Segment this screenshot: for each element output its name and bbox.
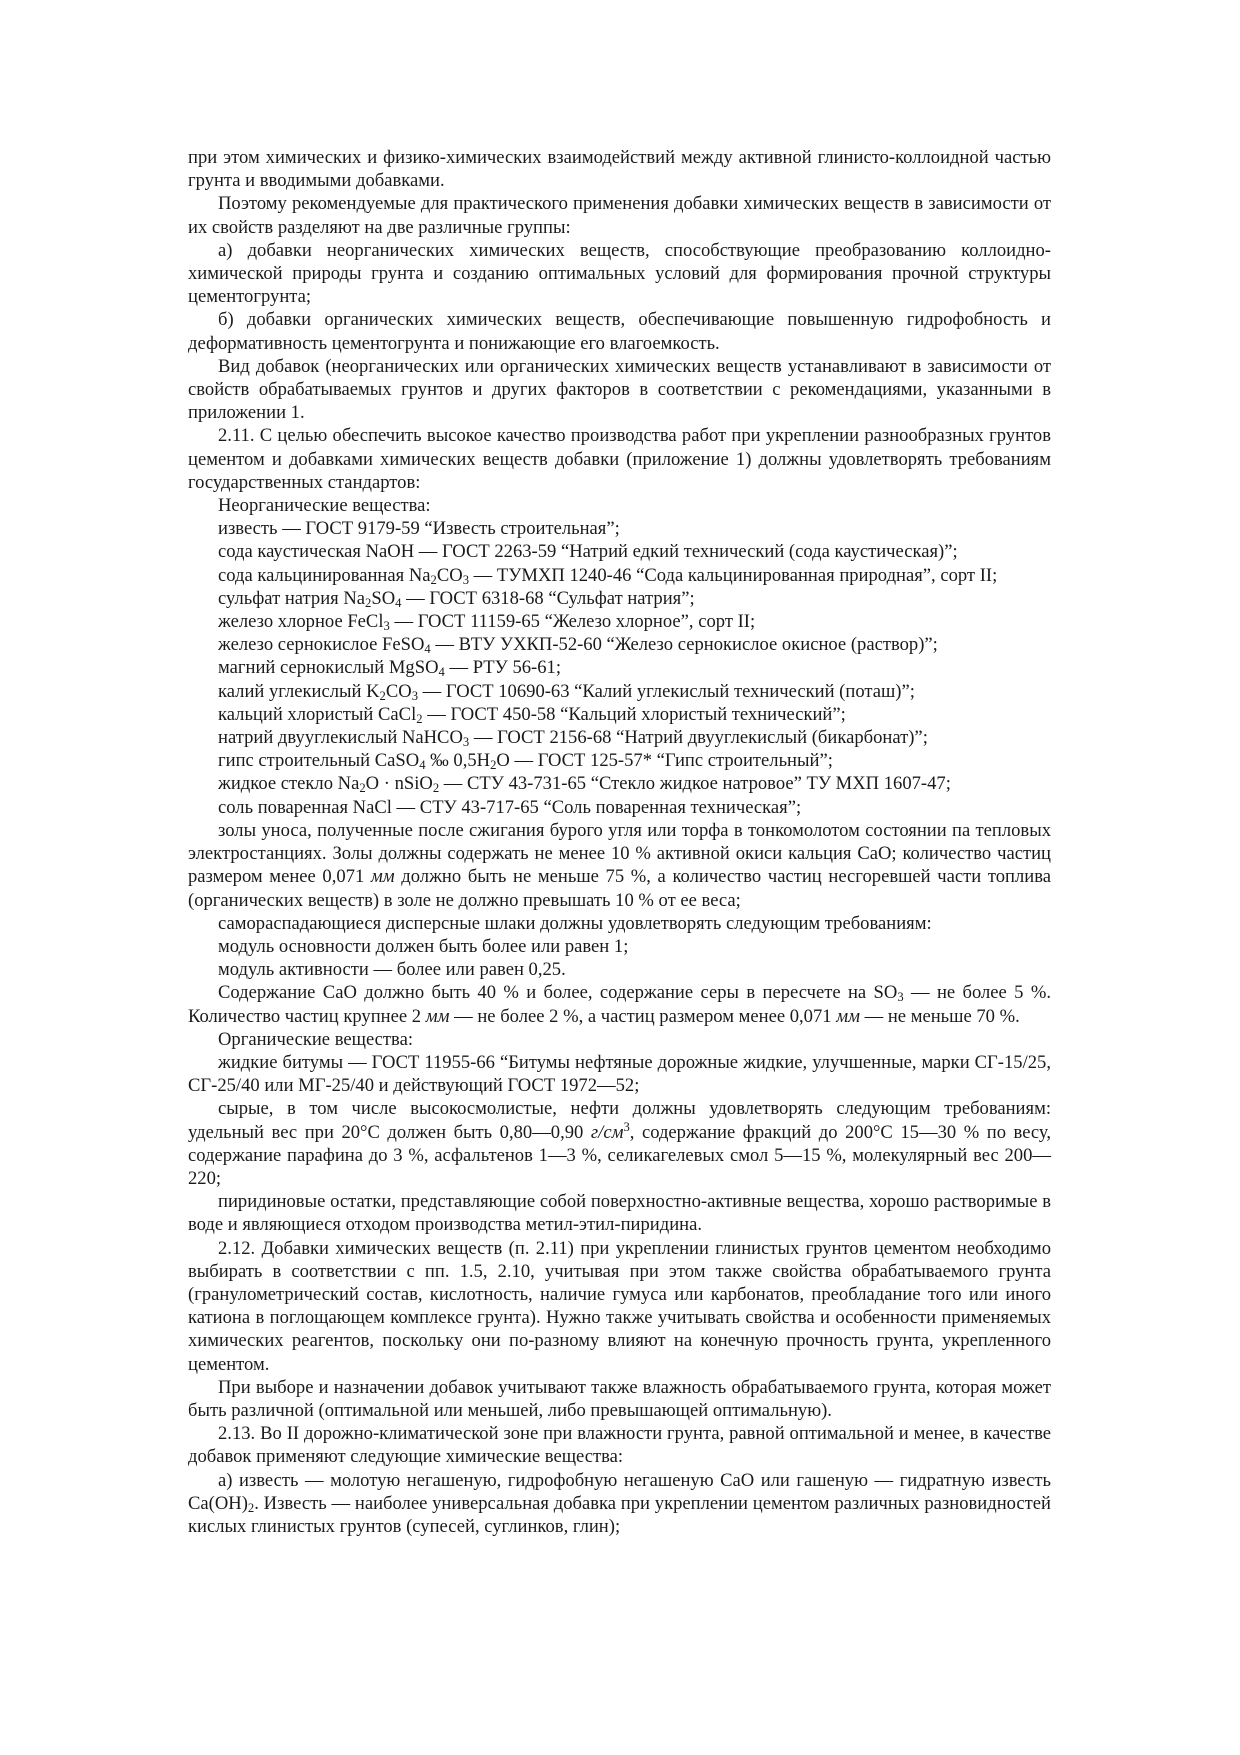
paragraph: а) добавки неорганических химических веществ, способствующие преобразованию коллоидно-химической природы грунта и созданию оптимальных условий для формирования прочной структуры цементогрунта; bbox=[188, 239, 1051, 308]
paragraph: магний сернокислый MgSO$_4$ — РТУ 56-61; bbox=[218, 657, 562, 680]
paragraph: Неорганические вещества: bbox=[218, 495, 431, 517]
paragraph: сода каустическая NaOH — ГОСТ 2263-59 “Натрий едкий технический (сода каустическая)”; bbox=[218, 541, 958, 563]
paragraph: модуль активности — более или равен 0,25. bbox=[218, 959, 566, 981]
paragraph: 2.11. С целью обеспечить высокое качество производства работ при укреплении разнообразных грунтов цементом и добавками химических веществ добавки (приложение 1) должны удовлетворять требованиям государственных стандартов: bbox=[188, 425, 1051, 493]
paragraph: кальций хлористый CaCl$_2$ — ГОСТ 450-58 “Кальций хлористый технический”; bbox=[218, 703, 846, 727]
paragraph: 2.13. Во II дорожно-климатической зоне при влажности грунта, равной оптимальной и менее, в качестве добавок применяют следующие химические вещества: bbox=[188, 1423, 1051, 1468]
paragraph: жидкое стекло $Na_2O$ · nSiO$_2$ — СТУ 43-731-65 “Стекло жидкое натровое” ТУ МХП 1607-47; bbox=[218, 773, 951, 796]
paragraph: соль поваренная NaCl — СТУ 43-717-65 “Соль поваренная техническая”; bbox=[218, 796, 802, 818]
paragraph: Содержание CaO должно быть 40 % и более, содержание серы в пересчете на $SO_3$ — не более 5 %. Количество частиц крупнее 2 мм — не более 2 %, а частиц размером менее 0,071 мм — не меньше 70 %. bbox=[188, 982, 1051, 1027]
paragraph: пиридиновые остатки, представляющие собой поверхностно-активные вещества, хорошо растворимые в воде и являющиеся отходом производства метил-этил-пиридина. bbox=[188, 1191, 1051, 1236]
paragraph: железо хлорное FeCl$_3$ — ГОСТ 11159-65 “Железо хлорное”, сорт II; bbox=[218, 611, 756, 634]
paragraph: Органические вещества: bbox=[218, 1028, 413, 1050]
paragraph: Поэтому рекомендуемые для практического применения добавки химических веществ в зависимости от их свойств разделяют на две различные группы: bbox=[188, 193, 1051, 238]
paragraph: жидкие битумы — ГОСТ 11955-66 “Битумы нефтяные дорожные жидкие, улучшенные, марки СГ-15/25, СГ-25/40 или МГ-25/40 и действующий ГОСТ 1972—52; bbox=[188, 1051, 1051, 1097]
paragraph: При выборе и назначении добавок учитывают также влажность обрабатываемого грунта, которая может быть различной (оптимальной или меньшей, либо превышающей оптимальную). bbox=[188, 1376, 1051, 1421]
paragraph: Вид добавок (неорганических или органических химических веществ устанавливают в зависимости от свойств обрабатываемых грунтов и других факторов в соответствии с рекомендациями, указанными в приложении 1. bbox=[188, 355, 1051, 424]
document-page bbox=[188, 146, 1051, 1538]
paragraph: золы уноса, полученные после сжигания бурого угля или торфа в тонкомолотом состоянии па тепловых электростанциях. Золы должны содержать не менее 10 % активной окиси кальция CaO; количество частиц размером менее 0,071 мм должно быть не меньше 75 %, а количество частиц несгоревшей части топлива (органических веществ) в золе не должно превышать 10 % от ее веса; bbox=[188, 819, 1051, 911]
paragraph: а) известь — молотую негашеную, гидрофобную негашеную CaO или гашеную — гидратную известь $Ca(OH)_2$. Известь — наиболее универсальная добавка при укреплении цементом различных разновидностей кислых глинистых грунтов (супесей, суглинков, глин); bbox=[188, 1469, 1051, 1537]
paragraph: сырые, в том числе высокосмолистые, нефти должны удовлетворять следующим требованиям: удельный вес при 20°C должен быть 0,80—0,90 $г/см^3$, содержание фракций до 200°C 15—30 % по весу, содержание парафина до 3 %, асфальтенов 1—3 %, селикагелевых смол 5—15 %, молекулярный вес 200— 220; bbox=[188, 1098, 1052, 1189]
paragraph: при этом химических и физико-химических взаимодействий между активной глинисто-коллоидной частью грунта и вводимыми добавками. bbox=[188, 147, 1051, 192]
paragraph: известь — ГОСТ 9179-59 “Известь строительная”; bbox=[218, 518, 620, 540]
paragraph: б) добавки органических химических веществ, обеспечивающие повышенную гидрофобность и деформативность цементогрунта и понижающие его влагоемкость. bbox=[188, 309, 1051, 354]
paragraph: 2.12. Добавки химических веществ (п. 2.11) при укреплении глинистых грунтов цементом необходимо выбирать в соответствии с пп. 1.5, 2.10, учитывая при этом также свойства обрабатываемого грунта (гранулометрический состав, кислотность, наличие гумуса или карбонатов, преобладание того или иного катиона в поглощающем комплексе грунта). Нужно также учитывать свойства и особенности применяемых химических реагентов, поскольку они по-разному влияют на конечную прочность грунта, укрепленного цементом. bbox=[188, 1237, 1051, 1375]
paragraph: железо сернокислое FeSO$_4$ — ВТУ УХКП-52-60 “Железо сернокислое окисное (раствор)”; bbox=[218, 634, 938, 657]
paragraph: модуль основности должен быть более или равен 1; bbox=[218, 935, 629, 957]
paragraph: сульфат натрия $Na_2SO_4$ — ГОСТ 6318-68 “Сульфат натрия”; bbox=[218, 587, 695, 611]
paragraph: натрий двууглекислый NaHCO$_3$ — ГОСТ 2156-68 “Натрий двууглекислый (бикарбонат)”; bbox=[218, 727, 928, 750]
paragraph: сода кальцинированная $Na_2CO_3$ — ТУМХП 1240-46 “Сода кальцинированная природная”, сорт II; bbox=[218, 564, 998, 587]
paragraph: самораспадающиеся дисперсные шлаки должны удовлетворять следующим требованиям: bbox=[218, 912, 932, 934]
paragraph: калий углекислый $K_2CO_3$ — ГОСТ 10690-63 “Калий углекислый технический (поташ)”; bbox=[218, 680, 915, 703]
paragraph: гипс строительный CaSO$_4$ ‰ $0,5H_2O$ — ГОСТ 125-57* “Гипс строительный”; bbox=[218, 750, 833, 773]
